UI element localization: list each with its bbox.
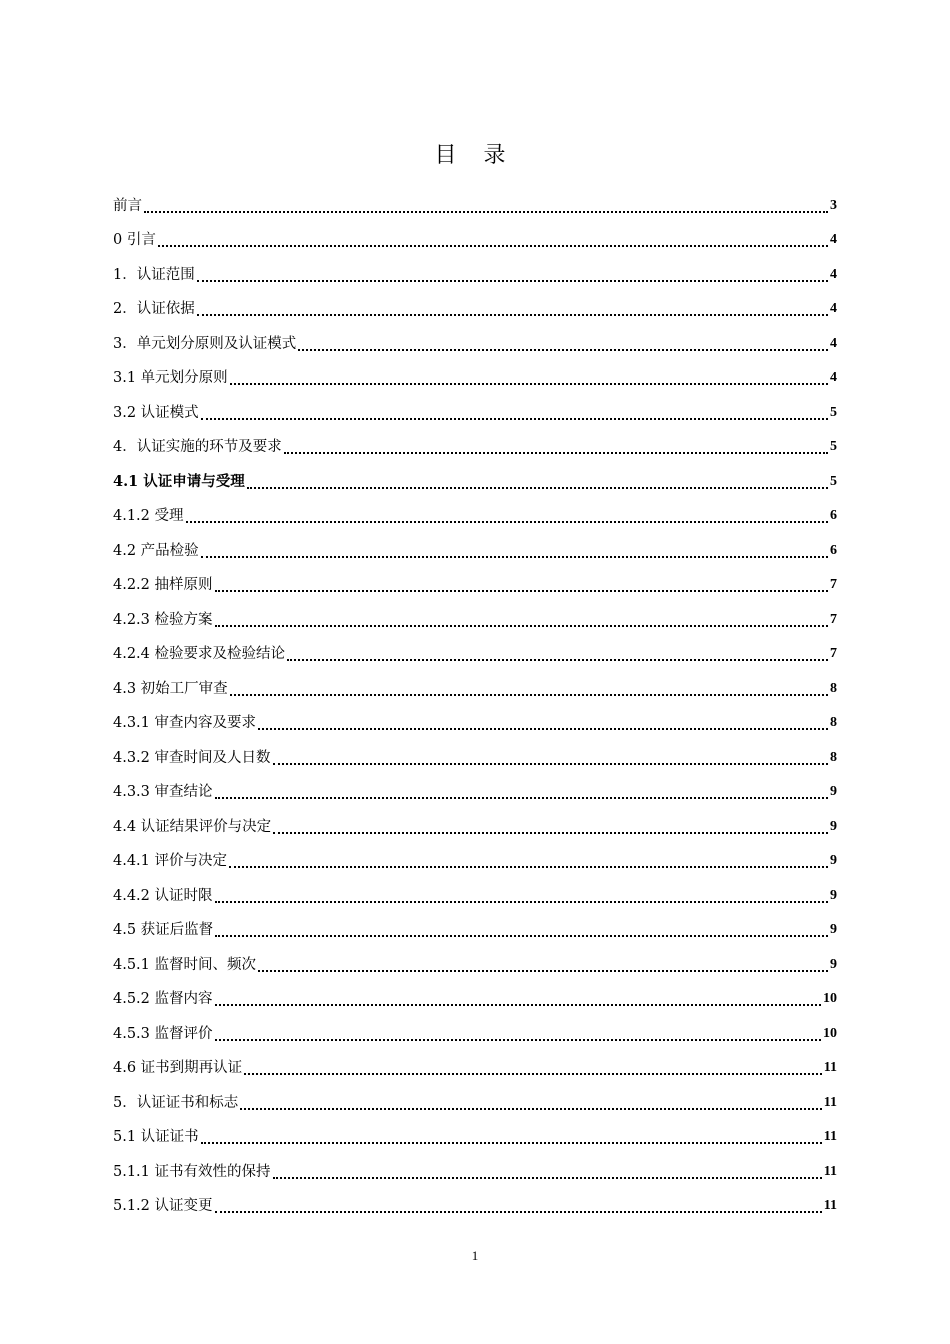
toc-entry[interactable]	[113, 1082, 837, 1117]
toc-entry-label: 2．认证依据	[113, 301, 195, 317]
toc-leader-dots	[215, 590, 828, 592]
toc-entry-label: 4.4 认证结果评价与决定	[113, 818, 272, 835]
toc-entry-page: 9	[830, 784, 837, 799]
toc-entry-label: 5．认证证书和标志	[113, 1094, 239, 1111]
page-title: 目 录	[434, 143, 516, 168]
toc-leader-dots	[215, 797, 828, 799]
toc-entry-page: 11	[823, 1094, 837, 1110]
toc-entry[interactable]	[113, 599, 837, 634]
toc-leader-dots	[215, 625, 828, 627]
toc-entry-label: 4.3.1 审查内容及要求	[113, 715, 257, 731]
toc-entry-page: 5	[830, 439, 837, 454]
toc-entry[interactable]	[113, 737, 837, 772]
toc-leader-dots	[273, 832, 828, 834]
toc-leader-dots	[273, 1177, 822, 1179]
toc-entry-label: 4.3.3 审查结论	[113, 784, 213, 800]
toc-entry-page: 7	[830, 577, 837, 592]
toc-entry-label: 4.4.1 评价与决定	[113, 853, 228, 869]
toc-entry-label: 4.6 证书到期再认证	[113, 1060, 243, 1076]
toc-leader-dots	[201, 556, 828, 558]
toc-entry[interactable]	[113, 220, 837, 255]
toc-entry-page: 4	[830, 232, 837, 247]
toc-entry-page: 4	[830, 301, 837, 316]
toc-leader-dots	[258, 728, 828, 730]
toc-entry-page: 10	[823, 991, 837, 1006]
toc-leader-dots	[197, 314, 828, 316]
toc-entry-label: 4.2.2 抽样原则	[113, 577, 213, 593]
toc-entry-label: 4.5.3 监督评价	[113, 1025, 213, 1042]
toc-leader-dots	[201, 418, 828, 420]
toc-entry-label: 4.5.1 监督时间、频次	[113, 956, 257, 973]
toc-entry-label: 4.5.2 监督内容	[113, 991, 213, 1007]
toc-leader-dots	[298, 349, 828, 351]
toc-entry-label: 前言	[113, 197, 142, 214]
toc-entry-page: 4	[830, 335, 837, 351]
toc-entry-label: 5.1 认证证书	[113, 1129, 199, 1145]
toc-entry[interactable]	[113, 1151, 837, 1186]
toc-entry-page: 6	[830, 508, 837, 523]
toc-entry[interactable]	[113, 772, 837, 807]
toc-entry-page: 7	[830, 646, 837, 661]
toc-entry-page: 4	[830, 370, 837, 385]
toc-entry[interactable]	[113, 289, 837, 324]
table-of-contents	[113, 185, 837, 1220]
toc-entry-page: 5	[830, 404, 837, 420]
toc-leader-dots	[247, 487, 828, 489]
toc-leader-dots	[230, 694, 828, 696]
toc-entry-label: 4.3 初始工厂审查	[113, 680, 228, 697]
toc-entry-page: 3	[830, 197, 837, 213]
toc-entry-page: 9	[830, 956, 837, 972]
toc-leader-dots	[215, 901, 828, 903]
toc-leader-dots	[229, 866, 828, 868]
toc-entry-label: 0 引言	[113, 232, 156, 248]
toc-entry[interactable]	[113, 634, 837, 669]
toc-entry[interactable]	[113, 944, 837, 979]
toc-entry-page: 11	[823, 1198, 837, 1213]
toc-entry-label: 3.2 认证模式	[113, 404, 199, 421]
toc-entry-label: 4.2 产品检验	[113, 542, 199, 559]
toc-entry-label: 5.1.2 认证变更	[113, 1198, 213, 1214]
toc-leader-dots	[144, 211, 828, 213]
toc-entry-page: 9	[830, 922, 837, 937]
toc-entry[interactable]	[113, 323, 837, 358]
toc-entry-page: 4	[830, 266, 837, 282]
page-number: 1	[471, 1248, 479, 1263]
toc-entry-page: 5	[830, 473, 837, 489]
toc-entry[interactable]	[113, 530, 837, 565]
toc-entry[interactable]	[113, 910, 837, 945]
toc-entry-label: 1．认证范围	[113, 266, 195, 283]
toc-entry-page: 8	[830, 680, 837, 696]
toc-entry-label: 3．单元划分原则及认证模式	[113, 335, 297, 352]
toc-entry-page: 6	[830, 542, 837, 558]
toc-entry-page: 8	[830, 715, 837, 730]
toc-entry[interactable]	[113, 358, 837, 393]
toc-entry[interactable]	[113, 185, 837, 220]
toc-entry-page: 10	[823, 1025, 837, 1041]
toc-leader-dots	[258, 970, 828, 972]
toc-leader-dots	[240, 1108, 822, 1110]
toc-leader-dots	[287, 659, 828, 661]
toc-entry-page: 11	[823, 1060, 837, 1075]
toc-leader-dots	[186, 521, 828, 523]
toc-entry-page: 9	[830, 853, 837, 868]
toc-entry-page: 8	[830, 749, 837, 765]
toc-entry[interactable]	[113, 979, 837, 1014]
toc-leader-dots	[158, 245, 828, 247]
toc-entry[interactable]	[113, 806, 837, 841]
toc-entry-page: 9	[830, 887, 837, 903]
toc-entry-label: 4.3.2 审查时间及人日数	[113, 749, 271, 766]
toc-leader-dots	[215, 1039, 821, 1041]
toc-entry-label: 4.5 获证后监督	[113, 922, 214, 938]
toc-entry[interactable]	[113, 392, 837, 427]
toc-entry[interactable]	[113, 427, 837, 462]
toc-entry-label: 4.2.4 检验要求及检验结论	[113, 646, 286, 662]
toc-entry-page: 11	[823, 1163, 837, 1179]
toc-entry[interactable]	[113, 1117, 837, 1152]
toc-entry[interactable]	[113, 1013, 837, 1048]
toc-leader-dots	[215, 1211, 822, 1213]
toc-leader-dots	[215, 1004, 821, 1006]
toc-entry[interactable]	[113, 875, 837, 910]
toc-leader-dots	[201, 1142, 822, 1144]
toc-leader-dots	[284, 452, 828, 454]
toc-entry-page: 9	[830, 818, 837, 834]
toc-entry-label: 4.1.2 受理	[113, 508, 184, 524]
toc-leader-dots	[215, 935, 828, 937]
toc-leader-dots	[244, 1073, 822, 1075]
toc-entry[interactable]	[113, 496, 837, 531]
toc-entry-page: 7	[830, 611, 837, 627]
toc-entry-label: 4.1 认证申请与受理	[113, 472, 245, 490]
toc-entry[interactable]	[113, 1186, 837, 1221]
toc-entry[interactable]	[113, 254, 837, 289]
toc-leader-dots	[197, 280, 828, 282]
toc-entry-label: 3.1 单元划分原则	[113, 370, 228, 386]
toc-entry[interactable]	[113, 1048, 837, 1083]
toc-entry-label: 4．认证实施的环节及要求	[113, 439, 282, 455]
toc-entry-page: 11	[823, 1129, 837, 1144]
toc-entry[interactable]	[113, 668, 837, 703]
toc-entry[interactable]	[113, 461, 837, 496]
toc-entry-label: 4.2.3 检验方案	[113, 611, 213, 628]
toc-entry-label: 5.1.1 证书有效性的保持	[113, 1163, 271, 1180]
toc-entry[interactable]	[113, 841, 837, 876]
toc-leader-dots	[273, 763, 828, 765]
toc-entry[interactable]	[113, 565, 837, 600]
toc-entry-label: 4.4.2 认证时限	[113, 887, 213, 904]
toc-entry[interactable]	[113, 703, 837, 738]
toc-leader-dots	[230, 383, 828, 385]
